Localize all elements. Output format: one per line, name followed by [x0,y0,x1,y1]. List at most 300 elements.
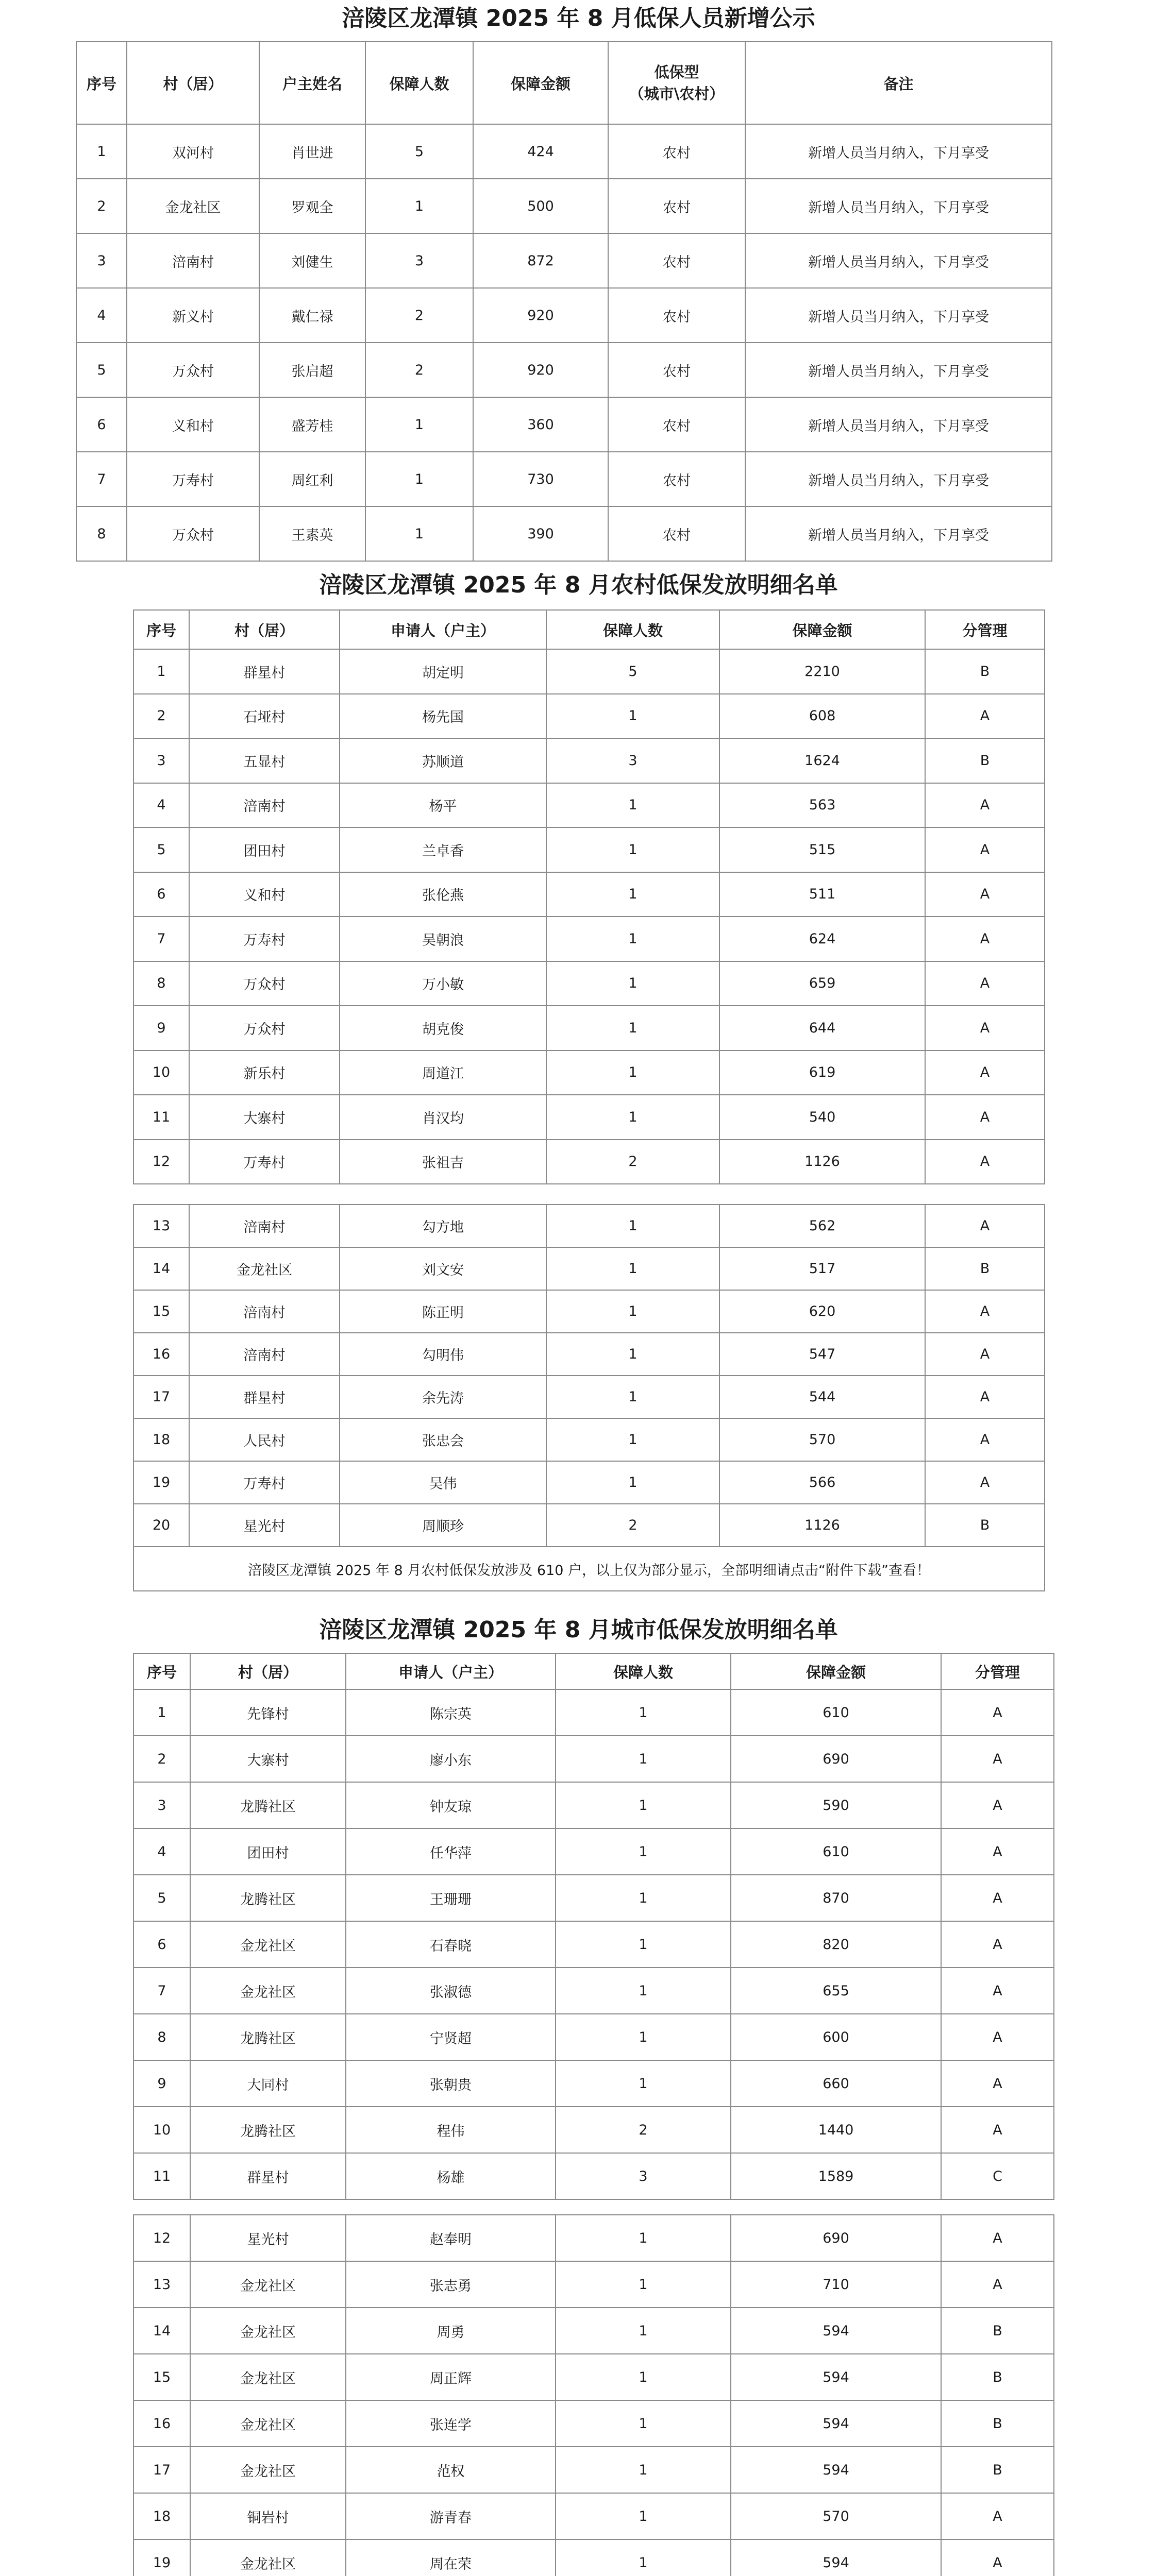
category-cell: A [941,2493,1054,2539]
amount-cell: 610 [731,1689,941,1736]
section-title-new-recipients: 涪陵区龙潭镇 2025 年 8 月低保人员新增公示 [342,5,815,31]
count-cell: 2 [365,288,473,343]
category-cell: B [925,1247,1045,1290]
householder-cell: 罗观全 [259,179,365,233]
applicant-cell: 任华萍 [346,1828,556,1875]
serial-cell: 18 [133,1418,189,1461]
serial-cell: 1 [76,124,127,179]
village-cell: 龙腾社区 [190,1875,346,1921]
serial-cell: 19 [133,1461,189,1504]
count-cell: 1 [365,452,473,506]
applicant-cell: 勾明伟 [340,1333,546,1376]
category-cell: A [941,1828,1054,1875]
type-cell: 农村 [608,233,745,288]
amount-cell: 660 [731,2060,941,2107]
category-cell: B [941,2400,1054,2447]
new-recipients-table [76,41,1052,562]
count-cell: 1 [556,1921,731,1968]
table-row [133,1418,1045,1461]
village-cell: 金龙社区 [189,1247,340,1290]
amount-cell: 547 [719,1333,925,1376]
serial-cell: 13 [133,2261,190,2308]
header-row [133,610,1045,649]
table-row [133,2493,1054,2539]
table-row [133,783,1045,828]
amount-cell: 619 [719,1050,925,1095]
applicant-cell: 王珊珊 [346,1875,556,1921]
table-row [133,1140,1045,1184]
village-cell: 涪南村 [127,233,259,288]
count-cell: 1 [365,506,473,561]
village-cell: 金龙社区 [190,2261,346,2308]
count-cell: 2 [546,1504,719,1547]
table-row [133,1333,1045,1376]
table-row [133,2261,1054,2308]
applicant-cell: 胡克俊 [340,1006,546,1050]
count-cell: 1 [556,1782,731,1828]
serial-cell: 9 [133,2060,190,2107]
remark-cell: 新增人员当月纳入，下月享受 [745,397,1052,452]
category-cell: A [925,1140,1045,1184]
applicant-cell: 肖汉均 [340,1095,546,1140]
category-cell: A [941,2107,1054,2153]
applicant-cell: 程伟 [346,2107,556,2153]
category-cell: B [941,2447,1054,2493]
village-cell: 新义村 [127,288,259,343]
village-cell: 大同村 [190,2060,346,2107]
village-cell: 团田村 [190,1828,346,1875]
table-row [133,2447,1054,2493]
village-cell: 涪南村 [189,1333,340,1376]
amount-cell: 690 [731,2215,941,2261]
count-cell: 1 [556,2215,731,2261]
table-row [76,452,1052,506]
amount-cell: 710 [731,2261,941,2308]
amount-cell: 544 [719,1376,925,1418]
count-cell: 1 [556,1689,731,1736]
serial-cell: 6 [133,1921,190,1968]
householder-cell: 盛芳桂 [259,397,365,452]
village-cell: 双河村 [127,124,259,179]
serial-cell: 12 [133,2215,190,2261]
amount-cell: 2210 [719,649,925,694]
serial-cell: 1 [133,649,189,694]
village-cell: 万众村 [189,1006,340,1050]
count-cell: 1 [546,1247,719,1290]
village-cell: 金龙社区 [190,2447,346,2493]
serial-cell: 2 [76,179,127,233]
category-cell: A [925,1418,1045,1461]
serial-cell: 7 [76,452,127,506]
count-cell: 1 [556,1968,731,2014]
applicant-cell: 杨雄 [346,2153,556,2199]
rural-table-part-2 [133,1204,1045,1591]
serial-cell: 16 [133,2400,190,2447]
applicant-cell: 周勇 [346,2308,556,2354]
serial-cell: 7 [133,1968,190,2014]
applicant-cell: 勾方地 [340,1205,546,1247]
amount-cell: 390 [473,506,608,561]
table-row [76,179,1052,233]
rural-table-part-1 [133,609,1045,1184]
village-cell: 大寨村 [190,1736,346,1782]
table-row [133,2060,1054,2107]
amount-cell: 500 [473,179,608,233]
category-cell: A [925,1095,1045,1140]
village-cell: 团田村 [189,827,340,872]
category-cell: A [925,1461,1045,1504]
applicant-cell: 吴朝浪 [340,917,546,961]
amount-cell: 1440 [731,2107,941,2153]
column-header: 村（居） [127,42,259,124]
column-header: 低保型 （城市\农村） [608,42,745,124]
village-cell: 义和村 [127,397,259,452]
serial-cell: 10 [133,2107,190,2153]
amount-cell: 517 [719,1247,925,1290]
type-cell: 农村 [608,124,745,179]
amount-cell: 566 [719,1461,925,1504]
table-row [133,1782,1054,1828]
village-cell: 群星村 [189,1376,340,1418]
column-header: 村（居） [190,1653,346,1689]
table-row [76,233,1052,288]
urban-table-part-2 [133,2214,1054,2576]
column-header: 保障金额 [719,610,925,649]
serial-cell: 11 [133,1095,189,1140]
amount-cell: 730 [473,452,608,506]
amount-cell: 360 [473,397,608,452]
applicant-cell: 张志勇 [346,2261,556,2308]
category-cell: A [925,1376,1045,1418]
table-row [133,1205,1045,1247]
amount-cell: 540 [719,1095,925,1140]
table-row [76,288,1052,343]
serial-cell: 4 [133,783,189,828]
amount-cell: 870 [731,1875,941,1921]
amount-cell: 570 [719,1418,925,1461]
serial-cell: 3 [133,738,189,783]
village-cell: 新乐村 [189,1050,340,1095]
table-row [133,1461,1045,1504]
count-cell: 1 [556,2014,731,2060]
serial-cell: 4 [133,1828,190,1875]
amount-cell: 872 [473,233,608,288]
count-cell: 1 [556,1875,731,1921]
amount-cell: 624 [719,917,925,961]
applicant-cell: 吴伟 [340,1461,546,1504]
category-cell: B [941,2308,1054,2354]
count-cell: 1 [546,1205,719,1247]
village-cell: 金龙社区 [190,1968,346,2014]
table-row [133,2308,1054,2354]
amount-cell: 424 [473,124,608,179]
count-cell: 5 [365,124,473,179]
village-cell: 龙腾社区 [190,2107,346,2153]
village-cell: 群星村 [189,649,340,694]
applicant-cell: 张祖吉 [340,1140,546,1184]
village-cell: 金龙社区 [190,2308,346,2354]
applicant-cell: 钟友琼 [346,1782,556,1828]
amount-cell: 644 [719,1006,925,1050]
applicant-cell: 廖小东 [346,1736,556,1782]
category-cell: A [925,917,1045,961]
serial-cell: 5 [133,827,189,872]
amount-cell: 594 [731,2400,941,2447]
count-cell: 1 [546,872,719,917]
village-cell: 金龙社区 [127,179,259,233]
table-row [76,124,1052,179]
column-header: 保障金额 [731,1653,941,1689]
amount-cell: 511 [719,872,925,917]
amount-cell: 600 [731,2014,941,2060]
serial-cell: 13 [133,1205,189,1247]
serial-cell: 17 [133,1376,189,1418]
remark-cell: 新增人员当月纳入，下月享受 [745,343,1052,397]
amount-cell: 620 [719,1290,925,1333]
count-cell: 1 [556,2400,731,2447]
village-cell: 铜岩村 [190,2493,346,2539]
applicant-cell: 石春晓 [346,1921,556,1968]
village-cell: 万众村 [189,961,340,1006]
count-cell: 5 [546,649,719,694]
category-cell: A [941,2215,1054,2261]
table-row [133,917,1045,961]
table-row [133,1376,1045,1418]
village-cell: 石垭村 [189,694,340,739]
village-cell: 万寿村 [189,1461,340,1504]
serial-cell: 15 [133,2354,190,2400]
serial-cell: 9 [133,1006,189,1050]
village-cell: 群星村 [190,2153,346,2199]
serial-cell: 3 [133,1782,190,1828]
column-header: 保障人数 [546,610,719,649]
applicant-cell: 周顺珍 [340,1504,546,1547]
village-cell: 涪南村 [189,1290,340,1333]
amount-cell: 594 [731,2447,941,2493]
table-row [76,343,1052,397]
column-header: 分管理 [941,1653,1054,1689]
count-cell: 1 [365,179,473,233]
remark-cell: 新增人员当月纳入，下月享受 [745,506,1052,561]
amount-cell: 570 [731,2493,941,2539]
count-cell: 1 [546,1418,719,1461]
serial-cell: 18 [133,2493,190,2539]
amount-cell: 659 [719,961,925,1006]
type-cell: 农村 [608,397,745,452]
applicant-cell: 周道江 [340,1050,546,1095]
remark-cell: 新增人员当月纳入，下月享受 [745,233,1052,288]
category-cell: B [925,1504,1045,1547]
count-cell: 1 [546,1006,719,1050]
village-cell: 五显村 [189,738,340,783]
serial-cell: 6 [76,397,127,452]
table-row [133,2153,1054,2199]
amount-cell: 690 [731,1736,941,1782]
village-cell: 人民村 [189,1418,340,1461]
header-row [76,42,1052,124]
table-row [133,1828,1054,1875]
count-cell: 1 [556,1736,731,1782]
amount-cell: 1589 [731,2153,941,2199]
serial-cell: 11 [133,2153,190,2199]
column-header: 申请人（户主） [340,610,546,649]
amount-cell: 1126 [719,1140,925,1184]
amount-cell: 655 [731,1968,941,2014]
count-cell: 1 [546,827,719,872]
section-title-rural: 涪陵区龙潭镇 2025 年 8 月农村低保发放明细名单 [319,572,838,598]
village-cell: 金龙社区 [190,2539,346,2576]
type-cell: 农村 [608,506,745,561]
column-header: 户主姓名 [259,42,365,124]
category-cell: B [941,2354,1054,2400]
column-header: 村（居） [189,610,340,649]
serial-cell: 3 [76,233,127,288]
category-cell: A [925,1205,1045,1247]
table-row [133,1689,1054,1736]
village-cell: 万众村 [127,343,259,397]
amount-cell: 920 [473,343,608,397]
count-cell: 1 [546,783,719,828]
amount-cell: 594 [731,2308,941,2354]
village-cell: 先锋村 [190,1689,346,1736]
category-cell: A [925,827,1045,872]
column-header: 分管理 [925,610,1045,649]
village-cell: 涪南村 [189,783,340,828]
applicant-cell: 万小敏 [340,961,546,1006]
village-cell: 万众村 [127,506,259,561]
serial-cell: 6 [133,872,189,917]
table-row [133,738,1045,783]
column-header: 备注 [745,42,1052,124]
count-cell: 1 [556,2060,731,2107]
village-cell: 万寿村 [189,917,340,961]
type-cell: 农村 [608,452,745,506]
village-cell: 大寨村 [189,1095,340,1140]
table-row [133,1095,1045,1140]
householder-cell: 肖世进 [259,124,365,179]
count-cell: 1 [546,961,719,1006]
category-cell: A [941,2060,1054,2107]
village-cell: 金龙社区 [190,2354,346,2400]
applicant-cell: 陈正明 [340,1290,546,1333]
applicant-cell: 张淑德 [346,1968,556,2014]
remark-cell: 新增人员当月纳入，下月享受 [745,179,1052,233]
category-cell: A [925,1006,1045,1050]
count-cell: 1 [556,2447,731,2493]
amount-cell: 1126 [719,1504,925,1547]
serial-cell: 14 [133,1247,189,1290]
count-cell: 1 [556,2308,731,2354]
serial-cell: 8 [133,2014,190,2060]
serial-cell: 8 [133,961,189,1006]
section-title-urban: 涪陵区龙潭镇 2025 年 8 月城市低保发放明细名单 [319,1617,838,1643]
applicant-cell: 张连学 [346,2400,556,2447]
village-cell: 万寿村 [189,1140,340,1184]
remark-cell: 新增人员当月纳入，下月享受 [745,124,1052,179]
serial-cell: 12 [133,1140,189,1184]
village-cell: 星光村 [189,1504,340,1547]
count-cell: 3 [365,233,473,288]
count-cell: 1 [546,1333,719,1376]
column-header: 序号 [76,42,127,124]
category-cell: A [941,2261,1054,2308]
type-cell: 农村 [608,288,745,343]
table-row [133,872,1045,917]
table-row [133,2539,1054,2576]
table-row [133,1921,1054,1968]
count-cell: 2 [556,2107,731,2153]
table-row [133,1736,1054,1782]
category-cell: A [941,2539,1054,2576]
table-row [133,1875,1054,1921]
serial-cell: 5 [133,1875,190,1921]
applicant-cell: 杨平 [340,783,546,828]
category-cell: A [941,1875,1054,1921]
applicant-cell: 杨先国 [340,694,546,739]
count-cell: 2 [365,343,473,397]
serial-cell: 14 [133,2308,190,2354]
householder-cell: 王素英 [259,506,365,561]
amount-cell: 563 [719,783,925,828]
category-cell: A [941,1968,1054,2014]
table-row [133,1504,1045,1547]
count-cell: 1 [546,1050,719,1095]
remark-cell: 新增人员当月纳入，下月享受 [745,288,1052,343]
serial-cell: 2 [133,694,189,739]
count-cell: 1 [546,1461,719,1504]
village-cell: 星光村 [190,2215,346,2261]
village-cell: 金龙社区 [190,2400,346,2447]
amount-cell: 594 [731,2539,941,2576]
amount-cell: 608 [719,694,925,739]
column-header: 申请人（户主） [346,1653,556,1689]
applicant-cell: 范权 [346,2447,556,2493]
table-row [133,827,1045,872]
category-cell: A [925,694,1045,739]
village-cell: 龙腾社区 [190,1782,346,1828]
serial-cell: 20 [133,1504,189,1547]
applicant-cell: 张忠会 [340,1418,546,1461]
serial-cell: 19 [133,2539,190,2576]
column-header: 序号 [133,610,189,649]
applicant-cell: 余先涛 [340,1376,546,1418]
serial-cell: 1 [133,1689,190,1736]
category-cell: A [925,1290,1045,1333]
table-row [133,1050,1045,1095]
type-cell: 农村 [608,179,745,233]
serial-cell: 16 [133,1333,189,1376]
category-cell: A [925,872,1045,917]
category-cell: A [941,1782,1054,1828]
summary-note: 涪陵区龙潭镇 2025 年 8 月农村低保发放涉及 610 户，以上仅为部分显示，全部明细请点击“附件下载”查看！ [133,1547,1045,1591]
category-cell: A [941,1921,1054,1968]
applicant-cell: 周在荣 [346,2539,556,2576]
amount-cell: 562 [719,1205,925,1247]
table-row [133,1290,1045,1333]
summary-row [133,1547,1045,1591]
table-row [133,1968,1054,2014]
column-header: 保障人数 [556,1653,731,1689]
count-cell: 1 [546,1095,719,1140]
category-cell: A [925,961,1045,1006]
count-cell: 1 [546,1290,719,1333]
table-row [133,2354,1054,2400]
householder-cell: 周红利 [259,452,365,506]
table-row [133,1247,1045,1290]
serial-cell: 2 [133,1736,190,1782]
count-cell: 1 [556,2354,731,2400]
village-cell: 涪南村 [189,1205,340,1247]
